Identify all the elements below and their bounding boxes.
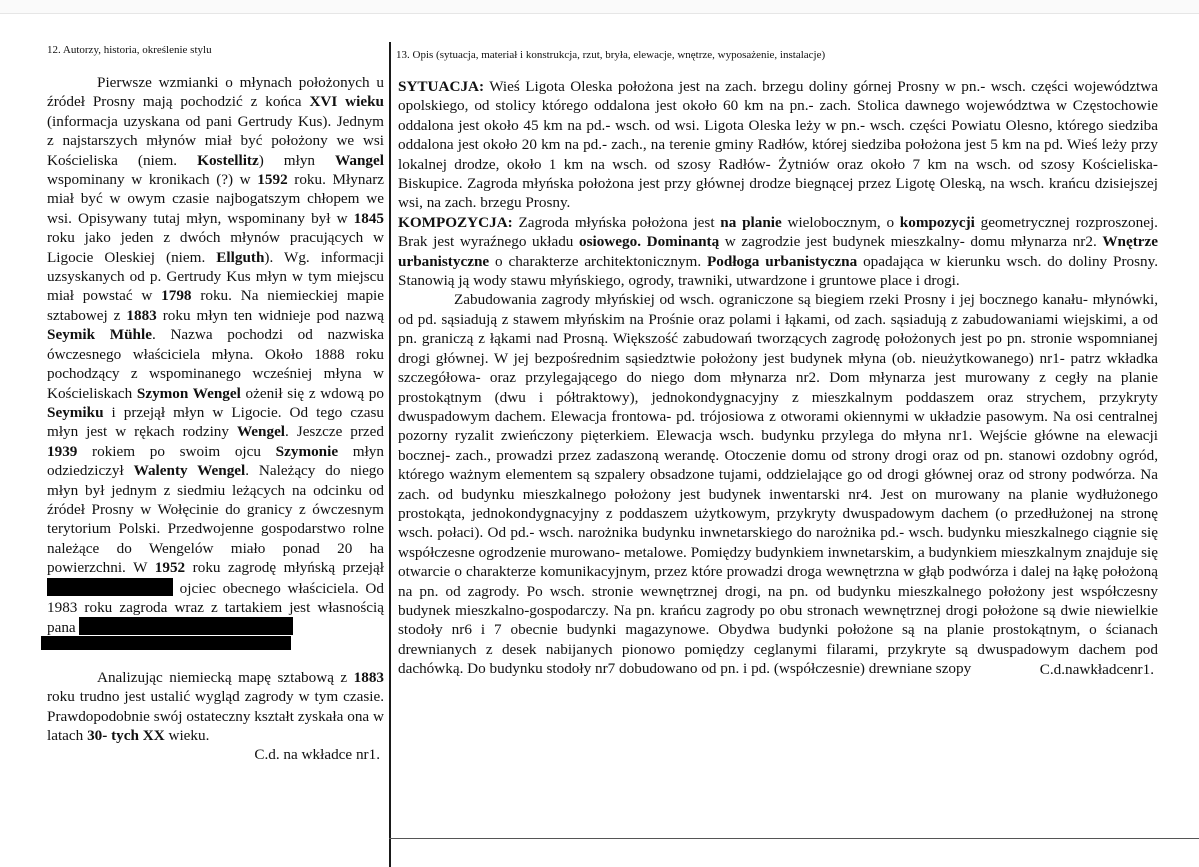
situation-paragraph: SYTUACJA: Wieś Ligota Oleska położona jest na zach. brzegu doliny górnej Prosny w pn.- wsch. części województwa opolskiego, od stolicy którego oddalona jest około 60 km na pn.- zach. Stolica dawnego województwa w Częstochowie oddalona jest około 45 km na pd.- wsch. od wsi. Ligota Oleska leży w pn.- wsch. części Powiatu Olesno, którego siedziba oddalona jest około 20 km na pd.- zach., na terenie gminy Radłów, której siedziba położona jest 5 km na pd. Wieś leży przy lokalnej drodze, około 1 km na wsch. od szosy Radłów- Żytniów oraz około 7 km na wsch. od szosy Kościeliska- Biskupice. Zagroda młyńska położona jest przy głównej drodze biegnącej przez Ligotę Oleską, na wsch. krańcu dzisiejszej wsi, na zach. brzegu Prosny. (398, 78, 1158, 212)
redaction-bar (47, 578, 173, 596)
scan-top-edge (0, 0, 1199, 14)
continuation-note-right: C.d.nawkładcenr1. (1039, 660, 1154, 678)
composition-paragraph: KOMPOZYCJA: Zagroda młyńska położona jest na planie wielobocznym, o kompozycji geometrycznej rozproszonej. Brak jest wyraźnego układu osiowego. Dominantą w zagrodzie jest budynek mieszkalny- domu młynarza nr2. Wnętrze urbanistyczne o charakterze architektonicznym. Podłoga urbanistyczna opadająca w kierunku wsch. do doliny Prosny. Stanowią ją wody stawu młyńskiego, ogrody, trawniki, utwardzone i gruntowe place i drogi. (398, 213, 1159, 290)
description-column (398, 77, 1158, 679)
continuation-note-left: C.d. na wkładce nr1. (254, 746, 380, 764)
column-divider (389, 42, 391, 867)
map-analysis-paragraph: Analizując niemiecką mapę sztabową z 1883 roku trudno jest ustalić wygląd zagrody w tym czasie. Prawdopodobnie swój ostateczny kształt zyskała ona w latach 30- tych XX wieku. (47, 668, 384, 744)
left-section-header: 12. Autorzy, historia, określenie stylu (47, 44, 212, 56)
buildings-paragraph: Zabudowania zagrody młyńskiej od wsch. ograniczone są biegiem rzeki Prosny i jej bocznego kanału- młynówki, od pd. sąsiadują z stawem młyńskim na Prośnie oraz polami i łąkami, od zach. sąsiadują z zabudowaniami wiejskimi, a od pn. graniczą z łąkami nad Prosną. Większość zabudowań tworzących zagrodę położonych jest po pn. stronie wspomnianej drogi głównej. W jej bezpośrednim sąsiedztwie położony jest budynek młyna (ob. nieużytkowanego) nr1- patrz wkładka szczegółowa- oraz przylegającego do niego dom młynarza nr2. Dom młynarza jest murowany z cegły na planie prostokątnym (dwu i półtraktowy), jednokondygnacyjny z mieszkalnym poddaszem oraz strychem, przykryty dwuspadowym dachem. Elewacja frontowa- pd. trójosiowa z otworami okiennymi w układzie pasowym. Na osi centralnej pozorny ryzalit zwieńczony pięterkiem. Elewacja wsch. budynku przylega do młyna nr1. Wejście główne na elewacji bocznej- zach., prowadzi przez zadaszoną werandę. Otoczenie domu od strony drogi oraz od pn. stanowi ozdobny ogród, którego ważnym elementem są szpalery obsadzone tujami, oddzielające go od drogi głównej oraz od strony podwórza. Na zach. od budynku mieszkalnego położony jest budynek inwentarski nr4. Jest on murowany na planie wydłużonego prostokąta, jednokondygnacyjny z poddaszem użytkowym, przykryty dwuspadowym dachem (o przedłużonej na stronę wsch. połaci). Od pd.- wsch. narożnika budynku inwnetarskiego do narożnika pd.- wsch. budynku mieszkalnego ciągnie się współczesne ogrodzenie murowano- metalowe. Pomiędzy budynkiem inwnetarskim, a budynkiem mieszkalnym znajduje się otwarcie o charakterze komunikacyjnym, przez które prowadzi droga wewnętrzna w głąb podwórza i dalej na łąkę położoną na pn. od zagrody. Po wsch. stronie wewnętrznej drogi, na pn. od budynku mieszkalnego położony jest współczesny budynek mieszkalno-gospodarczy. Na pn. krańcu zagrody po obu stronach wewnętrznej drogi położone są dwie niewielkie stodoły nr6 i 7 obecnie budynki magazynowe. Obydwa budynki położone są na planie prostokątnym, o ścianach drewnianych z desek nabijanych pionowo pomiędzy ceglanymi filarami, przykryte są dwuspadowym dachem pod dachówką. Do budynku stodoły nr7 dobudowano od pn. i pd. (współczesnie) drewniane szopy (398, 291, 1158, 678)
redaction-bar (41, 636, 291, 650)
history-paragraph: Pierwsze wzmianki o młynach położonych u źródeł Prosny mają pochodzić z końca XVI wieku (informacja uzyskana od pani Gertrudy Kus). Jednym z najstarszych młynów miał być położony we wsi Kościeliska (niem. Kostellitz) młyn Wangel wspominany w kronikach (?) w 1592 roku. Młynarz miał być w owym czasie najbogatszym chłopem we wsi. Opisywany tutaj młyn, wspominany był w 1845 roku jako jeden z dwóch młynów pracujących w Ligocie Oleskiej (niem. Ellguth). Wg. informacji uzsyskanych od p. Gertrudy Kus młyn w tym miejscu miał powstać w 1798 roku. Na niemieckiej mapie sztabowej z 1883 roku młyn ten widnieje pod nazwą Seymik Mühle. Nazwa pochodzi od nazwiska ówczesnego właściciela młyna. Około 1888 roku pochodzący z wspominanego wcześniej młyna w Kościeliskach Szymon Wengel ożenił się z wdową po Seymiku i przejął młyn w Ligocie. Od tego czasu młyn jest w rękach rodziny Wengel. Jeszcze przed 1939 rokiem po swoim ojcu Szymonie młyn odziedziczył Walenty Wengel. Należący do niego młyn był jednym z siedmiu leżących na odcinku od źródeł Prosny w Wołęcinie do granicy z ówczesnym terytorium Polski. Przedwojenne gospodarstwo rolne należące do Wengelów miało ponad 20 ha powierzchni. W 1952 roku zagrodę młyńską przejął ojciec obecnego właściciela. Od 1983 roku zagroda wraz z tartakiem jest własnością pana (47, 73, 384, 650)
history-column (47, 73, 384, 765)
right-section-header: 13. Opis (sytuacja, materiał i konstrukcja, rzut, bryła, elewacje, wnętrze, wyposażenie, instalacje) (396, 49, 826, 61)
redaction-bar (79, 617, 293, 635)
bottom-rule (389, 838, 1199, 839)
